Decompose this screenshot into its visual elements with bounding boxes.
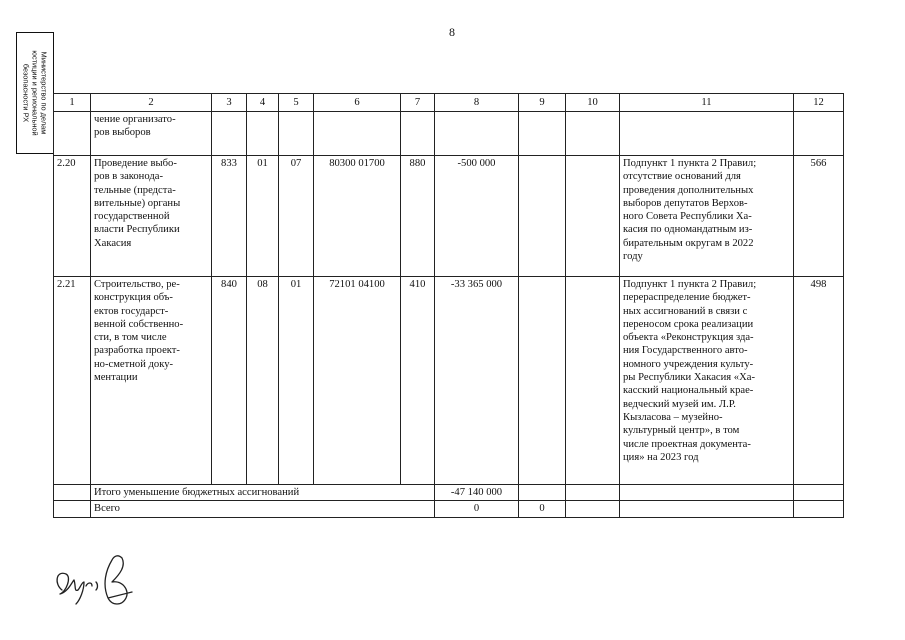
code-cell: 01 — [279, 277, 314, 485]
table-cell — [54, 112, 91, 156]
amount-cell — [519, 156, 566, 277]
handwritten-signature — [52, 552, 142, 617]
amount-cell — [519, 277, 566, 485]
continuation-row — [54, 112, 844, 156]
page-number: 8 — [449, 25, 455, 39]
table-row — [54, 156, 844, 277]
header-cell: 7 — [401, 94, 435, 112]
code-cell: 833 — [212, 156, 247, 277]
item-name: Строительство, ре- конструкция объ- ектов государст- венной собственно- сти, в том числе разработка проект- но-сметной доку- ментации — [91, 277, 212, 485]
table-cell — [519, 112, 566, 156]
code-cell: 566 — [794, 156, 844, 277]
stamp-line: юстиции и региональной — [30, 50, 40, 136]
header-cell: 3 — [212, 94, 247, 112]
item-number: 2.21 — [54, 277, 91, 485]
table-cell — [620, 485, 794, 501]
code-cell: 498 — [794, 277, 844, 485]
item-name: Проведение выбо- ров в законода- тельные (предста- вительные) органы государственной власти Республики Хакасия — [91, 156, 212, 277]
total-decrease-row — [54, 485, 844, 501]
header-cell: 5 — [279, 94, 314, 112]
code-cell: 840 — [212, 277, 247, 485]
table-cell — [54, 501, 91, 517]
grand-total-amount: 0 — [519, 501, 566, 517]
grand-total-amount: 0 — [435, 501, 519, 517]
header-cell: 9 — [519, 94, 566, 112]
table-cell — [620, 501, 794, 517]
code-cell: 880 — [401, 156, 435, 277]
stamp-text — [22, 34, 49, 152]
amount-cell: -33 365 000 — [435, 277, 519, 485]
item-number: 2.20 — [54, 156, 91, 277]
header-cell: 4 — [247, 94, 279, 112]
code-cell: 72101 04100 — [314, 277, 401, 485]
table-cell — [794, 501, 844, 517]
header-cell: 12 — [794, 94, 844, 112]
justification-cell: Подпункт 1 пункта 2 Правил; перераспределение бюджет- ных ассигнований в связи с переносом срока реализации объекта «Реконструкция зда- ния Государственного авто- номного учреждения культу- ры Республики Хакасия «Ха- касский национальный крае- ведческий музей им. Л.Р. Кызласова – музейно- культурный центр», в том числе проектная документа- ция» на 2023 год — [620, 277, 794, 485]
table-cell — [54, 485, 91, 501]
table-cell — [279, 112, 314, 156]
table-cell — [519, 485, 566, 501]
header-row — [54, 94, 844, 112]
code-cell: 01 — [247, 156, 279, 277]
ministry-stamp — [16, 32, 54, 154]
table-cell — [566, 501, 620, 517]
table-cell — [794, 485, 844, 501]
table-row — [54, 277, 844, 485]
item-name: чение организато- ров выборов — [91, 112, 212, 156]
grand-total-label: Всего — [91, 501, 435, 517]
header-cell: 1 — [54, 94, 91, 112]
budget-table — [53, 93, 844, 518]
header-cell: 11 — [620, 94, 794, 112]
grand-total-row — [54, 501, 844, 517]
amount-cell — [566, 156, 620, 277]
code-cell: 410 — [401, 277, 435, 485]
total-amount: -47 140 000 — [435, 485, 519, 501]
justification-cell: Подпункт 1 пункта 2 Правил; отсутствие оснований для проведения дополнительных выборов депутатов Верхов- ного Совета Республики Ха- касия по одномандатным из- бирательным округам в 2022 году — [620, 156, 794, 277]
table-cell — [620, 112, 794, 156]
table-cell — [566, 112, 620, 156]
table-cell — [794, 112, 844, 156]
code-cell: 07 — [279, 156, 314, 277]
header-cell: 6 — [314, 94, 401, 112]
stamp-line: безопасности РХ — [21, 63, 31, 123]
code-cell: 08 — [247, 277, 279, 485]
header-cell: 10 — [566, 94, 620, 112]
amount-cell: -500 000 — [435, 156, 519, 277]
table-cell — [314, 112, 401, 156]
header-cell: 2 — [91, 94, 212, 112]
table-cell — [212, 112, 247, 156]
stamp-line: Министерство по делам — [39, 51, 49, 135]
table-cell — [435, 112, 519, 156]
amount-cell — [566, 277, 620, 485]
header-cell: 8 — [435, 94, 519, 112]
table-cell — [401, 112, 435, 156]
total-label: Итого уменьшение бюджетных ассигнований — [91, 485, 435, 501]
code-cell: 80300 01700 — [314, 156, 401, 277]
table-cell — [247, 112, 279, 156]
table-cell — [566, 485, 620, 501]
